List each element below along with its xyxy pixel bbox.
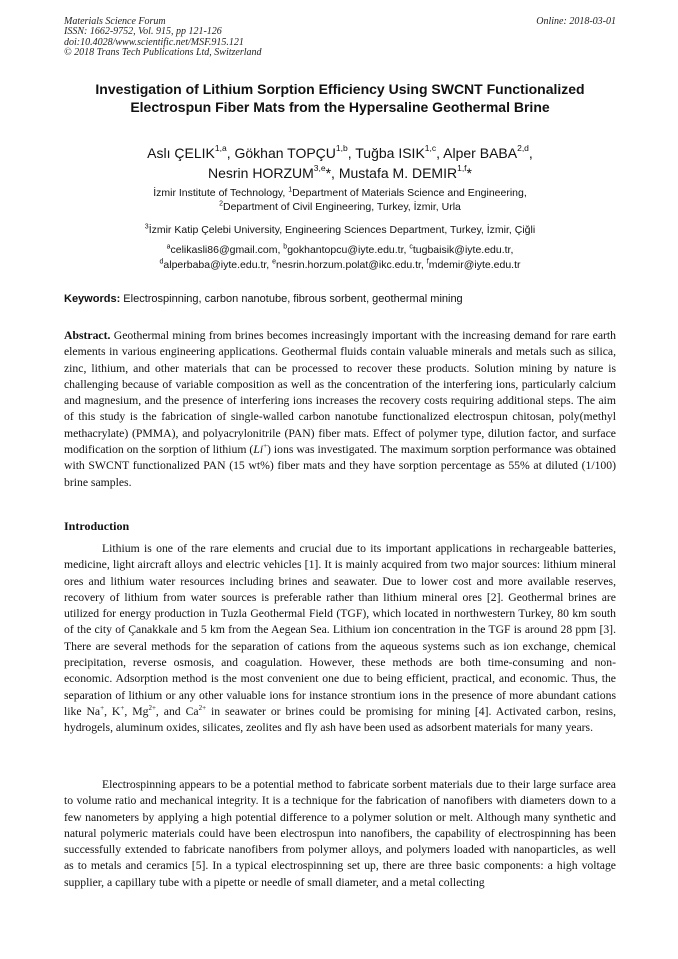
paragraph-text: Lithium is one of the rare elements and crucial due to its important applications in rechargeable batteries, medicine, light aircraft alloys and electric vehicles [1]. It is mainly acquired from two major sources: lithium mineral ores and lithium water resources including brines and seawater. Due to lower cost and more available reserves, recovery of lithium from water sources is preferable rather than lithium mineral ores [2]. Geothermal brines are utilized for energy production in Tuzla Geothermal Field (TGF), which located in northwestern Turkey, 80 km south of the city of Çanakkale and 5 km from the Aegean Sea. Lithium ion concentration in the TGF is around 28 ppm [3]. There are several methods for the separation of cations from the aqueous systems such as ion exchange, chemical precipitation, reverse osmosis, and coagulation. However, these methods are both time-consuming and non-economic. Adsorption method is the most convenient one due to being efficient, practical, and economic. Thus, the separation of lithium or any other valuable ions for instance strontium ions in the presence of more abundant cations like Na: [64, 542, 616, 718]
abstract-text: Geothermal mining from brines becomes increasingly important with the increasing demand for rare earth elements in various engineering applications. Geothermal fluids contain valuable minerals and metals such as silica, zinc, lithium, and other materials that can be processed to recover these products. Solution mining by nature is challenging because of variable composition as well as the concentration of the interfering ions, particularly calcium and magnesium, and the presence of interfering ions increases the recovery costs requiring additional steps. The aim of this study is the fabrication of single-walled carbon nanotube functionalized electrospun chitosan, poly(methyl methacrylate) (PMMA), and polyacrylonitrile (PAN) fiber mats. Effect of polymer type, dilution factor, and surface modification on the sorption of lithium (: [64, 329, 616, 457]
lithium-symbol: Li: [253, 443, 264, 457]
paragraph-text: , Mg: [124, 704, 149, 718]
email-mark: d: [159, 258, 164, 265]
email-address: gokhantopcu@iyte.edu.tr,: [287, 244, 410, 256]
keywords-text: Electrospinning, carbon nanotube, fibrous sorbent, geothermal mining: [120, 293, 463, 305]
journal-name: Materials Science Forum: [64, 16, 166, 27]
author-affiliation-mark: 1,a: [214, 143, 227, 154]
email-line: [64, 243, 616, 258]
abstract-label: Abstract.: [64, 329, 111, 342]
author-name: Mustafa M. DEMIR: [338, 165, 458, 181]
paragraph-text: in seawater or brines could be promising for mining [4]. Activated carbon, resins, hydrogels, aluminum oxides, silicates, zeolites and fly ash have been used as adsorbent materials for many years.: [64, 704, 616, 735]
email-address: nesrin.horzum.polat@ikc.edu.tr,: [276, 258, 427, 271]
author-separator: ,: [528, 145, 533, 161]
online-date: Online: 2018-03-01: [536, 16, 616, 27]
abstract: [64, 328, 616, 491]
ion-charge: 2+: [148, 704, 156, 713]
author-affiliation-mark: 2,d: [517, 143, 529, 154]
email-address: alperbaba@iyte.edu.tr,: [163, 258, 273, 271]
author: [208, 165, 339, 181]
author-name: Nesrin HORZUM: [208, 165, 314, 181]
email-block: [64, 243, 616, 272]
affiliation-mark: 3: [144, 223, 149, 231]
email-mark: f: [426, 258, 429, 265]
email-mark: c: [409, 243, 413, 251]
email-mark: e: [272, 258, 277, 265]
copyright-line: © 2018 Trans Tech Publications Ltd, Switzerland: [64, 47, 262, 59]
ion-charge: +: [100, 704, 105, 713]
author-name: Gökhan TOPÇU: [234, 145, 336, 161]
journal-header: [64, 17, 616, 59]
paragraph: [64, 541, 616, 737]
author-separator: *,: [325, 165, 339, 181]
doi-line: doi:10.4028/www.scientific.net/MSF.915.121: [64, 36, 244, 48]
author-separator: *: [466, 165, 472, 181]
author-affiliation-mark: 1,c: [424, 143, 437, 154]
author-affiliation-mark: 1,b: [335, 143, 348, 154]
affiliation-line: [64, 223, 616, 237]
abstract-text: ) ions was investigated. The maximum sorption performance was obtained with SWCNT functionalized PAN (15 wt%) fiber mats and they have sorption percentage as 55% at diluted (1/100) brine samples.: [64, 443, 616, 489]
author-separator: ,: [436, 145, 444, 161]
author-name: Alper BABA: [443, 145, 518, 161]
author-list: [64, 143, 616, 183]
author-separator: ,: [347, 145, 356, 161]
affiliation-block: [64, 186, 616, 214]
author: [339, 165, 472, 181]
issn-line: ISSN: 1662-9752, Vol. 915, pp 121-126: [64, 26, 222, 38]
author-affiliation-mark: 1,f: [457, 163, 467, 174]
affiliation-text: Department of Materials Science and Engineering,: [292, 187, 527, 199]
author: [147, 145, 234, 161]
affiliation-mark: 2: [219, 200, 223, 208]
affiliation-line: [64, 200, 616, 214]
email-mark: a: [166, 243, 171, 251]
email-line: [64, 258, 616, 273]
keywords-line: [64, 292, 616, 306]
ion-charge: +: [263, 442, 268, 451]
author: [355, 145, 443, 161]
email-mark: b: [283, 243, 288, 251]
paragraph: Electrospinning appears to be a potential method to fabricate sorbent materials due to their large surface area to volume ratio and mechanical integrity. It is a technique for the fabrication of nanofibers with diameters down to a few nanometers by applying a high potential difference to a polymer solution or melt. Although many synthetic and natural polymeric materials could have been electrospun into nanofibers, the capability of electrospinning has been successfully extended to fabricate nanofibers from polymer alloys, and polymers loaded with nanoparticles, as well as to metals and ceramics [5]. In a typical electrospinning set up, there are three basic components: a high voltage supplier, a capillary tube with a pipette or needle of small diameter, and a metal collecting: [64, 778, 616, 889]
section-heading: Introduction: [64, 519, 130, 533]
affiliation-mark: 1: [288, 186, 293, 194]
author-affiliation-mark: 3,e: [313, 163, 326, 174]
affiliation-line: [64, 186, 616, 200]
author-separator: ,: [226, 145, 235, 161]
author-name: Aslı ÇELIK: [147, 145, 215, 161]
paper-title: Investigation of Lithium Sorption Efficiency Using SWCNT Functionalized Electrospun Fiber Mats from the Hypersaline Geothermal Brine: [95, 81, 585, 115]
author-name: Tuğba ISIK: [355, 145, 425, 161]
author: [443, 145, 533, 161]
keywords-label: Keywords:: [64, 293, 121, 305]
email-address: tugbaisik@iyte.edu.tr,: [412, 244, 514, 256]
email-address: celikasli86@gmail.com,: [170, 244, 284, 256]
paragraph-text: , K: [104, 704, 121, 718]
ion-charge: +: [120, 704, 125, 713]
affiliation-institute: İzmir Institute of Technology,: [153, 187, 289, 199]
author: [234, 145, 355, 161]
affiliation-text: İzmir Katip Çelebi University, Engineering Sciences Department, Turkey, İzmir, Çiğli: [148, 224, 536, 236]
ion-charge: 2+: [198, 704, 207, 713]
paragraph-text: , and Ca: [155, 704, 199, 718]
affiliation-text: Department of Civil Engineering, Turkey, İzmir, Urla: [223, 201, 461, 213]
email-address: mdemir@iyte.edu.tr: [428, 258, 521, 271]
